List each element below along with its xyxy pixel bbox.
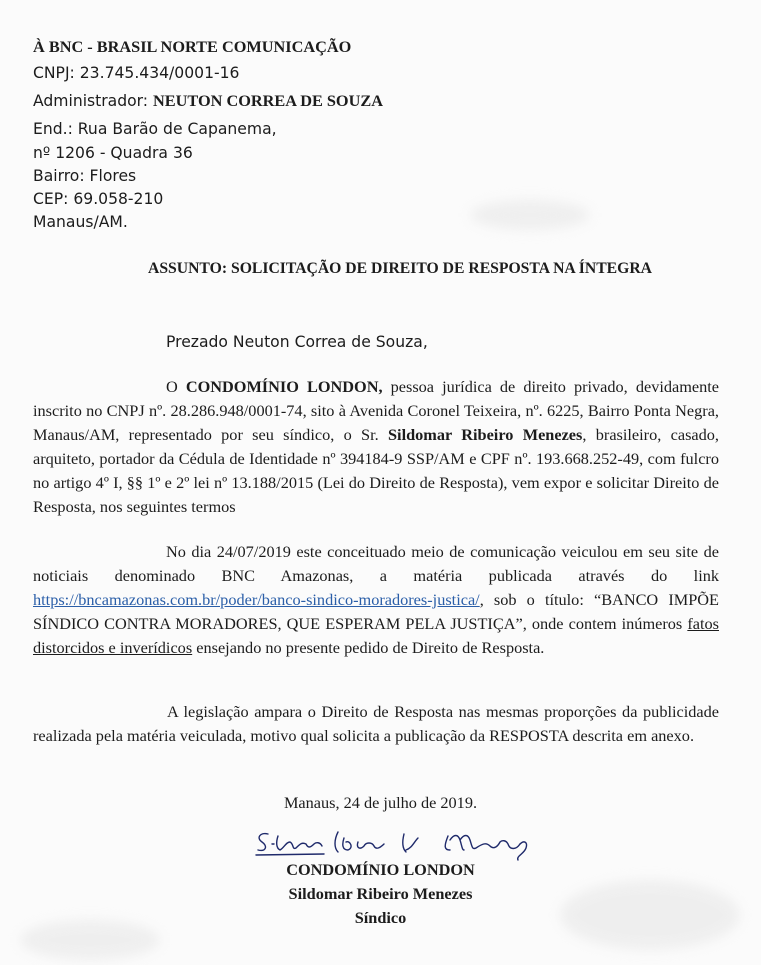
address-line-5: Manaus/AM. bbox=[33, 213, 128, 231]
article-link[interactable]: https://bncamazonas.com.br/poder/banco-sindico-moradores-justica/ bbox=[33, 590, 480, 609]
paragraph-1-text-a: pessoa jurídica de direito privado, devidamente inscrito no CNPJ nº. 28.286.948/0001-74, sito à Avenida Coronel Teixeira, nº. 6225, Bairro Ponta Negra, Manaus/AM, representado por seu síndico, o Sr. bbox=[33, 377, 720, 444]
recipient-heading: À BNC - BRASIL NORTE COMUNICAÇÃO bbox=[33, 37, 352, 56]
paragraph-identification bbox=[33, 375, 719, 519]
condominium-name: CONDOMÍNIO LONDON, bbox=[185, 377, 383, 396]
underlined-claim: fatos distorcidos e inverídicos bbox=[33, 614, 719, 657]
paragraph-1-text-b: , brasileiro, casado, arquiteto, portador da Cédula de Identidade nº 394184-9 SSP/AM e CPF nº. 193.668.252-49, com fulcro no artigo 4º I, §§ 1º e 2º lei nº 13.188/2015 (Lei do Direito de Resposta), vem expor e solicitar Direito de Resposta, nos seguintes termos bbox=[33, 425, 719, 516]
paragraph-legislation: A legislação ampara o Direito de Resposta nas mesmas proporções da publicidade realizada pela matéria veiculada, motivo qual solicita a publicação da RESPOSTA descrita em anexo. bbox=[33, 702, 719, 745]
address-line-3: Bairro: Flores bbox=[33, 167, 137, 185]
subject-line: ASSUNTO: SOLICITAÇÃO DE DIREITO DE RESPOSTA NA ÍNTEGRA bbox=[148, 260, 653, 277]
signatory-organization: CONDOMÍNIO LONDON bbox=[286, 860, 475, 879]
paragraph-2-text-b: , sob o título: “BANCO IMPÕE SÍNDICO CONTRA MORADORES, QUE ESPERAM PELA JUSTIÇA”, onde contem inúmeros bbox=[33, 590, 719, 633]
signatory-role: Síndico bbox=[354, 908, 407, 927]
greeting: Prezado Neuton Correa de Souza, bbox=[166, 333, 428, 351]
scan-smudge bbox=[470, 200, 590, 230]
cnpj-line: CNPJ: 23.745.434/0001-16 bbox=[33, 64, 240, 82]
signatory-name: Sildomar Ribeiro Menezes bbox=[288, 884, 473, 903]
paragraph-2-text-a: No dia 24/07/2019 este conceituado meio de comunicação veiculou em seu site de noticiais denominado BNC Amazonas, a matéria publicada através do link bbox=[33, 542, 719, 585]
administrator-label: Administrador: bbox=[33, 92, 154, 110]
address-line-4: CEP: 69.058-210 bbox=[33, 190, 164, 208]
paragraph-2-text-c: ensejando no presente pedido de Direito de Resposta. bbox=[192, 638, 545, 657]
address-line-2: nº 1206 - Quadra 36 bbox=[33, 144, 193, 162]
administrator-name: NEUTON CORREA DE SOUZA bbox=[153, 91, 383, 110]
administrator-line bbox=[33, 91, 383, 111]
address-line-1: End.: Rua Barão de Capanema, bbox=[33, 120, 277, 138]
sindico-name: Sildomar Ribeiro Menezes bbox=[388, 425, 583, 444]
paragraph-publication bbox=[33, 540, 719, 660]
paragraph-1-intro: O bbox=[166, 377, 186, 396]
date-line: Manaus, 24 de julho de 2019. bbox=[283, 793, 478, 812]
